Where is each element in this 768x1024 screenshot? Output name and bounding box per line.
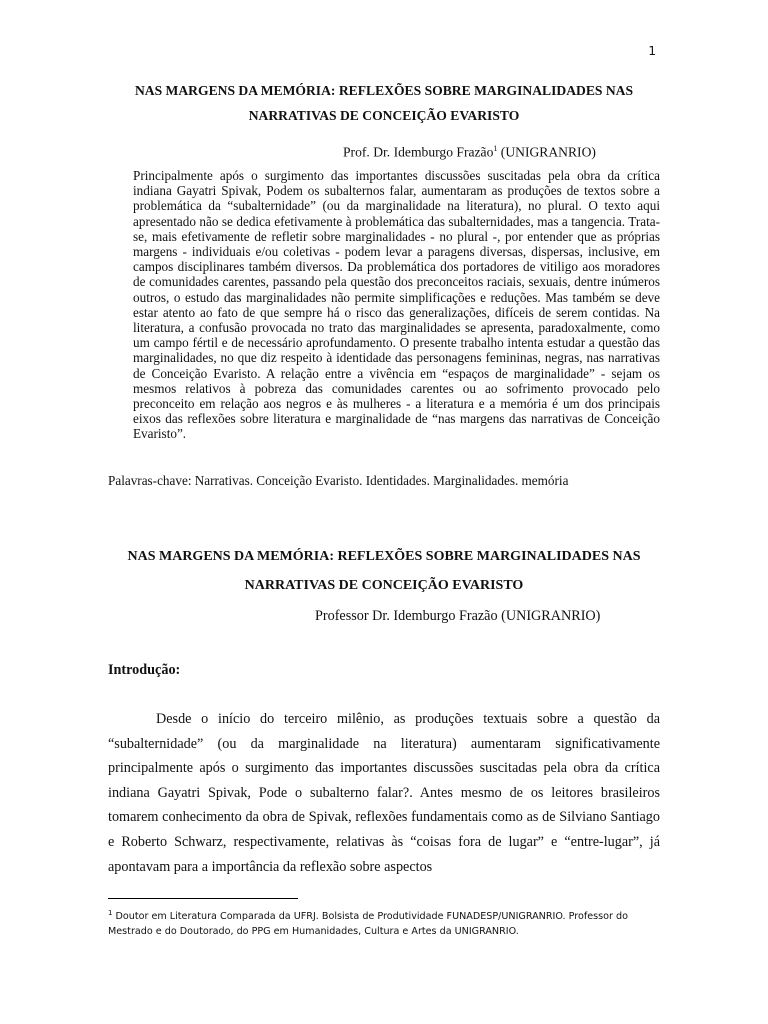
footnote-divider — [108, 898, 298, 899]
abstract-text: Principalmente após o surgimento das importantes discussões suscitadas pela obra da crítica indiana Gayatri Spivak, Podem os subalternos falar, aumentaram as produções de textos sobre a problemática da “subalternidade” (ou da marginalidade na literatura), no plural. O texto aqui apresentado não se dedica efetivamente à problemática das subalternidades, mas a tangencia. Trata-se, mais efetivamente de refletir sobre marginalidades - no plural -, por entender que as próprias margens - individuais e/ou coletivas - podem levar a paragens diversas, dispersas, inclusive, em campos disciplinares também diversos. Da problemática dos portadores de vitiligo aos moradores de comunidades carentes, passando pela questão dos preconceitos raciais, sexuais, dentre inúmeros outros, o estudo das marginalidades não permite simplificações e reduções. Mas também se deve estar atento ao fato de que sempre há o risco das generalizações, difíceis de serem contidas. Na literatura, a confusão provocada no trato das marginalidades se apresenta, paradoxalmente, como um campo fértil e de necessário aprofundamento. O presente trabalho intenta estudar a questão das marginalidades, no que diz respeito à identidade das personagens femininas, negras, nas narrativas de Conceição Evaristo. A relação entre a vivência em “espaços de marginalidade” - sejam os mesmos relativos à pobreza das comunidades carentes ou ao sofrimento provocado pelo preconceito em relação aos negros e às mulheres - a literatura e a memória é um dos principais eixos das reflexões sobre literatura e marginalidade de “nas margens das narrativas de Conceição Evaristo”. — [133, 168, 660, 442]
author-affiliation: (UNIGRANRIO) — [497, 144, 596, 160]
introduction-body — [108, 707, 660, 879]
author-line — [343, 144, 596, 161]
paper-title: NAS MARGENS DA MEMÓRIA: REFLEXÕES SOBRE MARGINALIDADES NAS NARRATIVAS DE CONCEIÇÃO EVARISTO — [134, 83, 634, 123]
footnote-text: Doutor em Literatura Comparada da UFRJ. Bolsista de Produtividade FUNADESP/UNIGRANRIO. Professor do Mestrado e do Doutorado, do PPG em Humanidades, Cultura e Artes da UNIGRANRIO. — [108, 911, 628, 937]
footnote-marker: 1 — [108, 909, 113, 917]
author-name: Prof. Dr. Idemburgo Frazão — [343, 144, 494, 160]
introduction-paragraph: Desde o início do terceiro milênio, as produções textuais sobre a questão da “subalternidade” (ou da marginalidade na literatura) aumentaram significativamente principalmente após o surgimento das importantes discussões suscitadas pela obra da crítica indiana Gayatri Spivak, Pode o subalterno falar?. Antes mesmo de os leitores brasileiros tomarem conhecimento da obra de Spivak, reflexões fundamentais como as de Silviano Santiago e Roberto Schwarz, respectivamente, relativas às “coisas fora de lugar” e “entre-lugar”, já apontavam para a importância da reflexão sobre aspectos — [108, 711, 660, 875]
section-title: NAS MARGENS DA MEMÓRIA: REFLEXÕES SOBRE MARGINALIDADES NAS NARRATIVAS DE CONCEIÇÃO EVARISTO — [127, 549, 641, 593]
section-author: Professor Dr. Idemburgo Frazão (UNIGRANRIO) — [315, 608, 601, 624]
abstract — [133, 168, 660, 442]
page-number: 1 — [648, 44, 656, 58]
introduction-heading: Introdução: — [108, 662, 181, 678]
footnote — [108, 906, 668, 939]
footnote-ref: 1 — [493, 144, 498, 153]
keywords: Palavras-chave: Narrativas. Conceição Evaristo. Identidades. Marginalidades. memória — [108, 473, 569, 488]
